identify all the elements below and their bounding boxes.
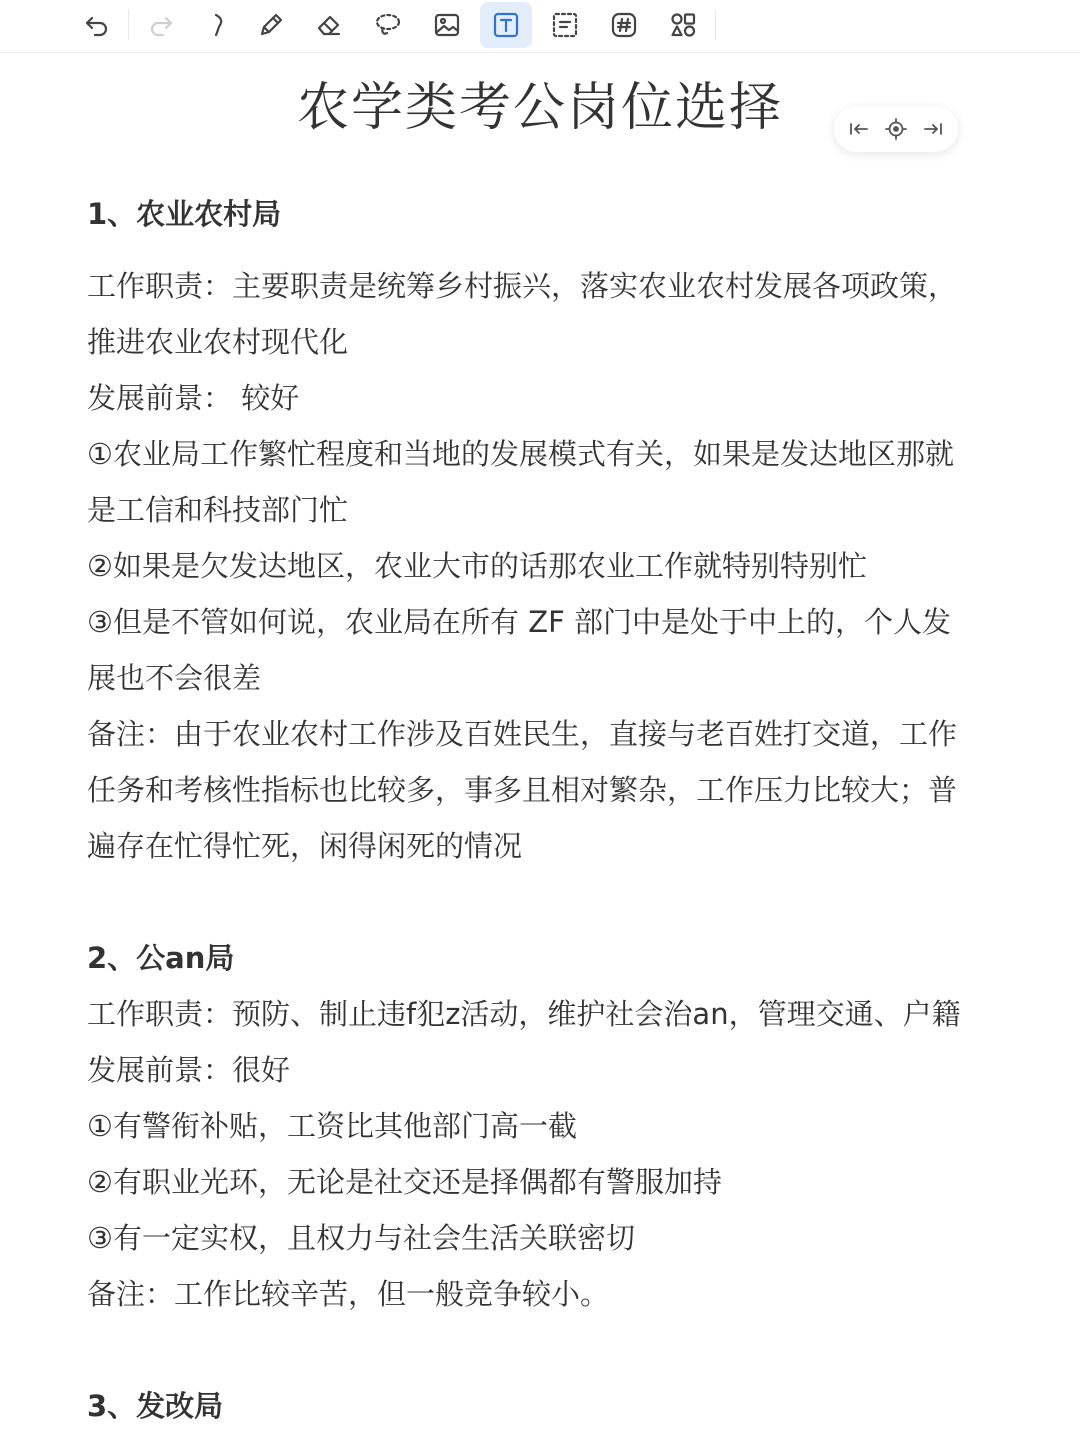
tag-tool-button[interactable] bbox=[598, 2, 650, 48]
toolbar-divider bbox=[128, 10, 129, 40]
redo-button[interactable] bbox=[135, 2, 187, 48]
section-heading: 1、农业农村局 bbox=[87, 197, 282, 231]
body-line: 遍存在忙得忙死，闲得闲死的情况 bbox=[87, 829, 523, 863]
text-box-icon bbox=[491, 10, 521, 40]
first-page-button[interactable] bbox=[846, 116, 872, 142]
body-line: ①农业局工作繁忙程度和当地的发展模式有关，如果是发达地区那就 bbox=[87, 437, 954, 471]
last-page-icon bbox=[920, 116, 946, 142]
section-heading: 3、发改局 bbox=[87, 1389, 224, 1423]
hashtag-icon bbox=[609, 10, 639, 40]
section-heading: 2、公an局 bbox=[87, 941, 235, 975]
undo-icon bbox=[82, 10, 112, 40]
image-tool-button[interactable] bbox=[421, 2, 473, 48]
text-select-tool-button[interactable] bbox=[539, 2, 591, 48]
toolbar-divider bbox=[715, 10, 716, 40]
pencil-tool-button[interactable] bbox=[245, 2, 297, 48]
shapes-icon bbox=[668, 10, 698, 40]
pencil-icon bbox=[256, 10, 286, 40]
locate-button[interactable] bbox=[883, 116, 909, 142]
body-line: 备注：由于农业农村工作涉及百姓民生，直接与老百姓打交道，工作 bbox=[87, 717, 958, 751]
page-navigation bbox=[834, 106, 958, 152]
toolbar bbox=[0, 0, 1080, 53]
body-line: 备注：工作比较辛苦，但一般竞争较小。 bbox=[87, 1277, 610, 1311]
lasso-icon bbox=[373, 10, 403, 40]
text-select-icon bbox=[550, 10, 580, 40]
body-line: 是工信和科技部门忙 bbox=[87, 493, 349, 527]
eraser-icon bbox=[314, 10, 344, 40]
locate-icon bbox=[883, 116, 909, 142]
pen-tool-button[interactable] bbox=[193, 2, 245, 48]
body-line: ①有警衔补贴，工资比其他部门高一截 bbox=[87, 1109, 577, 1143]
body-line: 展也不会很差 bbox=[87, 661, 262, 695]
eraser-tool-button[interactable] bbox=[303, 2, 355, 48]
body-line: ③但是不管如何说，农业局在所有 ZF 部门中是处于中上的，个人发 bbox=[87, 605, 951, 639]
body-line: ③有一定实权，且权力与社会生活关联密切 bbox=[87, 1221, 635, 1255]
body-line: 工作职责：主要职责是统筹乡村振兴，落实农业农村发展各项政策， bbox=[87, 269, 958, 303]
redo-icon bbox=[146, 10, 176, 40]
first-page-icon bbox=[846, 116, 872, 142]
body-line: ②有职业光环，无论是社交还是择偶都有警服加持 bbox=[87, 1165, 722, 1199]
body-line: 工作职责：预防、制止违f犯z活动，维护社会治an，管理交通、户籍 bbox=[87, 997, 961, 1031]
pen-icon bbox=[204, 10, 234, 40]
body-line: ②如果是欠发达地区，农业大市的话那农业工作就特别特别忙 bbox=[87, 549, 867, 583]
page-title: 农学类考公岗位选择 bbox=[296, 78, 783, 138]
shapes-tool-button[interactable] bbox=[657, 2, 709, 48]
lasso-tool-button[interactable] bbox=[362, 2, 414, 48]
body-line: 发展前景：很好 bbox=[87, 1053, 291, 1087]
body-line: 推进农业农村现代化 bbox=[87, 325, 349, 359]
image-icon bbox=[432, 10, 462, 40]
body-line: 任务和考核性指标也比较多，事多且相对繁杂，工作压力比较大；普 bbox=[87, 773, 958, 807]
last-page-button[interactable] bbox=[920, 116, 946, 142]
text-tool-button[interactable] bbox=[480, 2, 532, 48]
body-line: 发展前景： 较好 bbox=[87, 381, 300, 415]
undo-button[interactable] bbox=[71, 2, 123, 48]
